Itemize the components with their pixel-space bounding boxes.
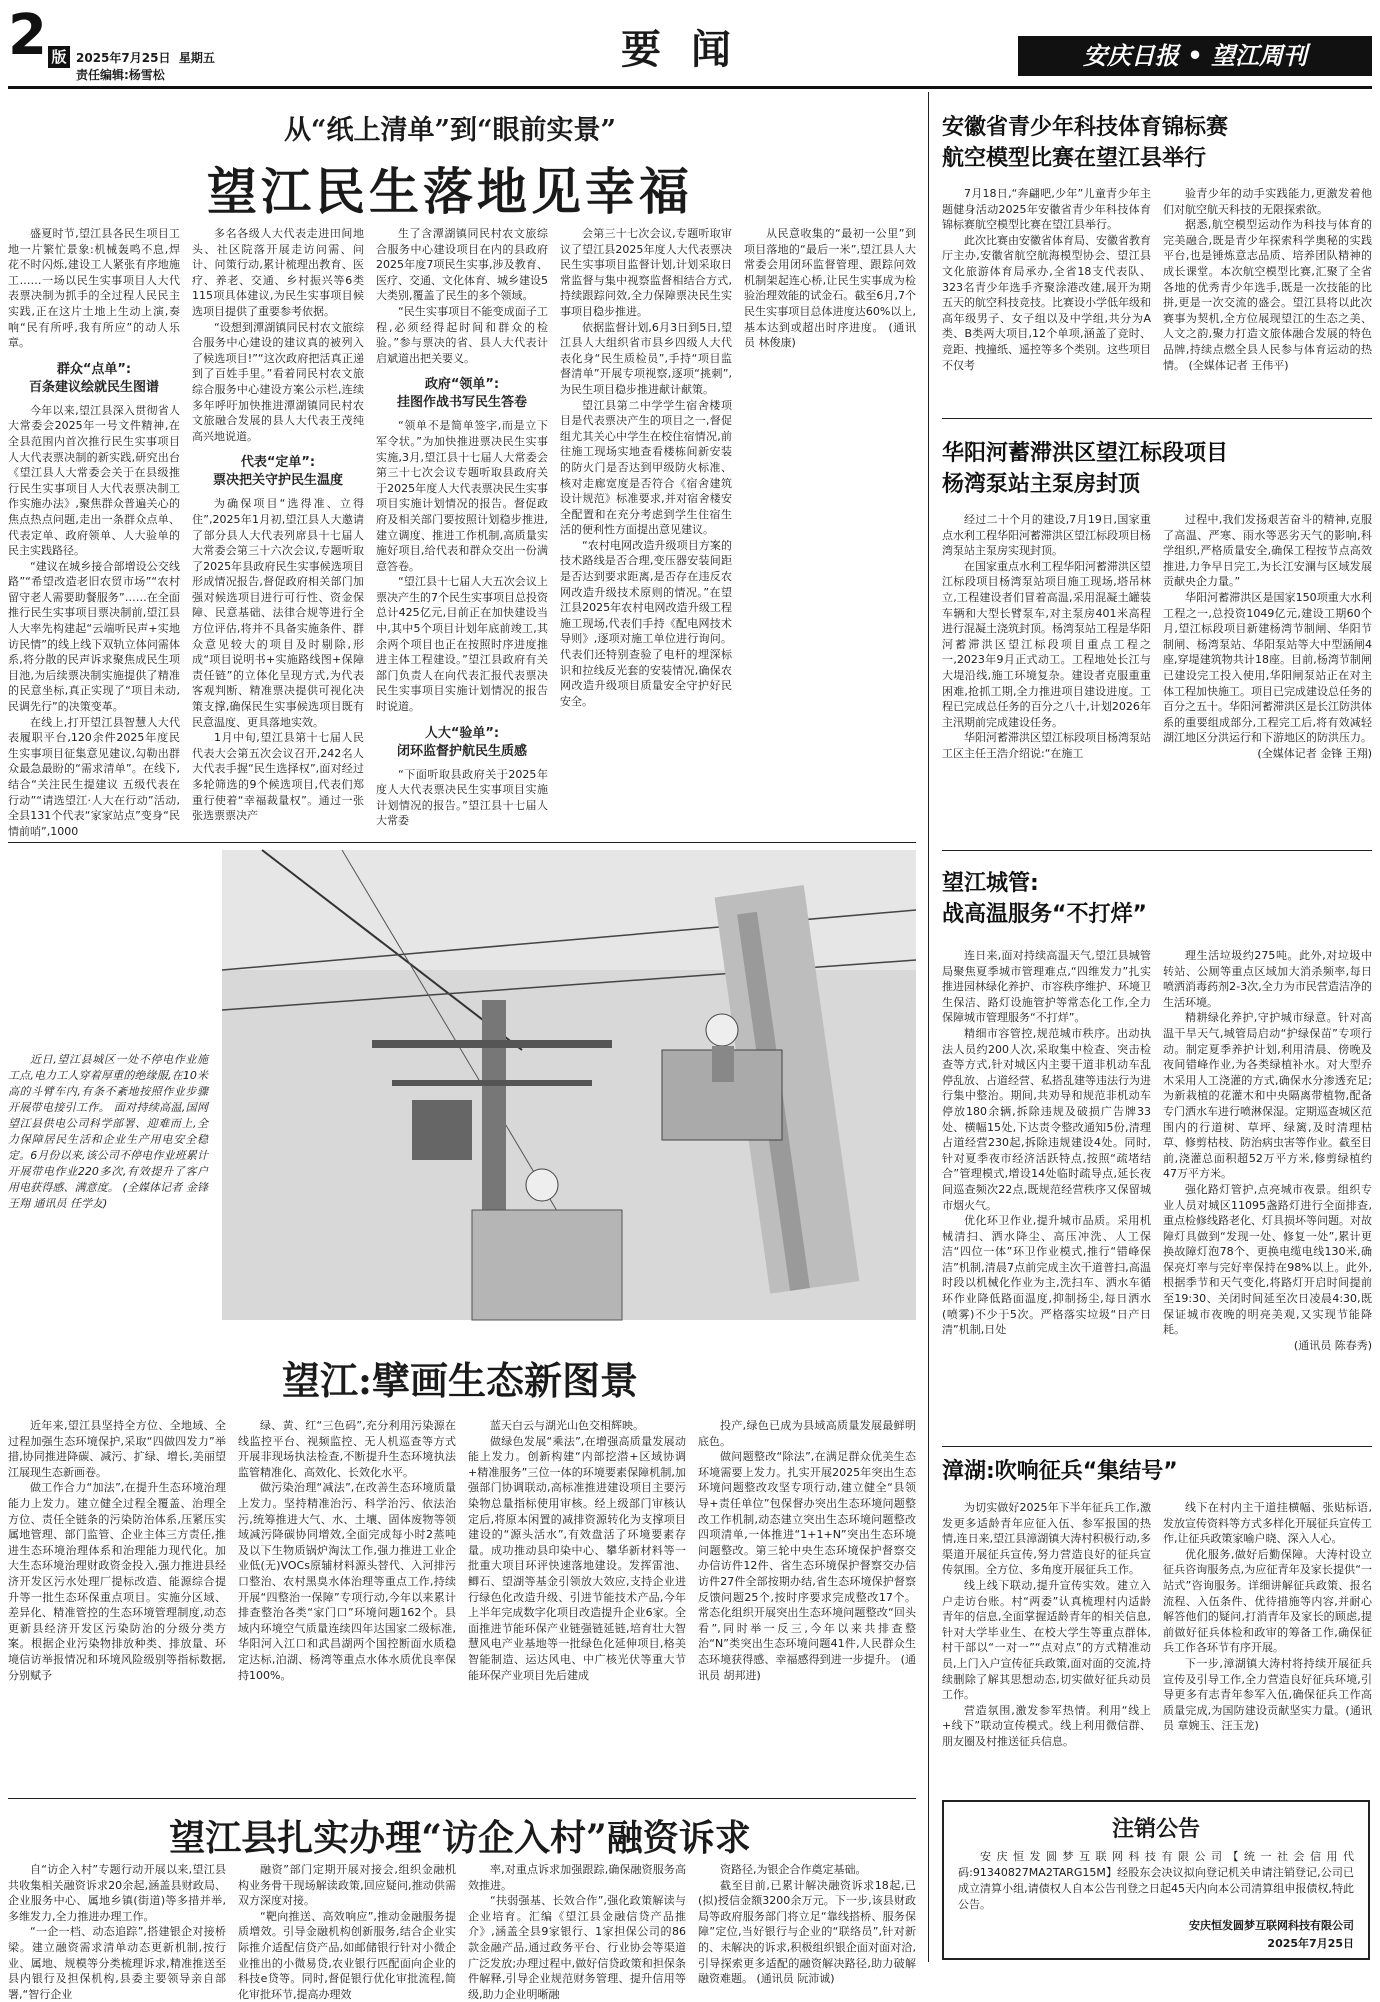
lead-paragraph: 依据监督计划,6月3日到5日,望江县人大组织省市县乡四级人大代表化身“民生质检员”,手持“项目监督清单”开展专项视察,逐项“挑刺”,为民生项目稳步推进献计献策。: [560, 320, 732, 396]
lead-col-4: [560, 226, 732, 839]
divider: [942, 850, 1372, 851]
lead-paragraph: 望江县第二中学学生宿舍楼项目是代表票决产生的项目之一,督促组尤其关心中学生在校住宿情况,前往施工现场实地查看楼栋间新安装的防火门是否达到甲级防火标准、核对走廊宽度是否符合《宿舍建筑设计规范》标准要求,并对宿舍楼安全配置和在充分考虑到学生住宿生活的便利性方面提出意见建议。: [560, 398, 732, 537]
lead-paragraph: 今年以来,望江县深入贯彻省人大常委会2025年一号文件精神,在全县范围内首次推行民生实事项目人大代表票决制的新实践,研究出台《望江县人大常委会关于在县级推行民生实事项目人大代表票决制工作实施办法》,聚焦群众普遍关心的焦点热点问题,走出一条群众点单、代表定单、政府领单、人大验单的民主实践路径。: [8, 403, 180, 558]
column-divider: [928, 92, 929, 1962]
lead-paragraph: 多名各级人大代表走进田间地头、社区院落开展走访问需、问计、问策行动,累计梳理出教育、医疗、养老、交通、乡村振兴等6类115项具体建议,为民生实事项目候选项目提供了重要参考依据。: [192, 227, 364, 318]
lead-paragraph: “民生实事项目不能变成面子工程,必须经得起时间和群众的检验。”参与票决的省、县人大代表计启斌道出把关要义。: [376, 304, 548, 365]
pump-col-1: 经过二十个月的建设,7月19日,国家重点水利工程华阳河蓄滞洪区望江标段项目杨湾泵站主泵房实现封顶。 在国家重点水利工程华阳河蓄滞洪区望江标段项目杨湾泵站项目施工现场,塔吊林立,工程建设者们冒着高温,采用混凝土罐装车辆和大型长臂泵车,对主泵房401米高程进行混凝土浇筑封顶。杨湾泵站工程是华阳河蓄滞洪区望江标段项目重点工程之一,2023年9月正式动工。工程地处长江与大堤沿线,施工环境复杂。建设者克服重重困难,抢抓工期,全力推进项目建设进度。工程已完成总任务的百分之八十,计划2026年主汛期前完成建设任务。 华阳河蓄滞洪区望江标段项目杨湾泵站工区主任王浩介绍说:“在施工: [942, 513, 1151, 760]
lead-subheading-1: 群众“点单”: 百条建议绘就民生图谱: [28, 361, 159, 395]
lead-paragraph: 在线上,打开望江县智慧人大代表履职平台,120余件2025年度民生实事项目征集意见建议,勾勒出群众最急最盼的“需求清单”。在线下,结合“关注民生提建议 五级代表在行动”“请选望江·人大在行动”活动,全县131个代表“家家站点”变身“民情前哨”,1000: [8, 715, 180, 838]
cm-col-1: 连日来,面对持续高温天气,望江县城管局聚焦夏季城市管理难点,“四维发力”扎实推进园林绿化养护、市容秩序维护、环境卫生保洁、路灯设施管护等常态化工作,全力保障城市管理服务“不打烊”。 精细市容管控,规范城市秩序。出动执法人员约200人次,采取集中检查、突击检查等方式,针对城区内主要干道非机动车乱停乱放、占道经营、私搭乱建等违法行为进行集中整治。期间,共劝导和规范非机动车停放180余辆,拆除违规及破损广告牌33处、横幅15处,下达责令整改通知5份,清理占道经营230起,拆除违规建设4处。同时,针对夏季夜市经济活跃特点,按照“疏堵结合”管理模式,增设14处临时疏导点,延长夜间巡查频次22点,既规范经营秩序又保留城市烟火气。 优化环卫作业,提升城市品质。采用机械清扫、洒水降尘、高压冲洗、人工保洁“四位一体”环卫作业模式,推行“错峰保洁”机制,清晨7点前完成主次干道普扫,高温时段以机械化作业为主,洗扫车、洒水车循环作业降低路面温度,抑制扬尘,每日洒水(喷雾)不少于5次。严格落实垃圾“日产日清”机制,日处: [942, 949, 1151, 1337]
lead-paragraph: 为确保项目“选得准、立得住”,2025年1月初,望江县人大邀请了部分县人大代表列席县十七届人大常委会第三十六次会议,专题听取了2025年县政府民生实事候选项目形成情况报告,督促政府相关部门加强对候选项目进行可行性、资金保障、民意基础、法律合规等进行全方位评估,将并不具备实施条件、群众意见较大的项目及时剔除,形成“项目说明书+实施路线图+保障责任链”的立体化呈现方式,为代表客观判断、精准票决提供可视化决策支撑,确保民生实事候选项目既有民意温度、更具落地实效。: [192, 497, 364, 729]
pump-col-2: 过程中,我们发扬艰苦奋斗的精神,克服了高温、严寒、雨水等恶劣天气的影响,科学组织,严格质量安全,确保工程按节点高效推进,力争早日完工,为长江安澜与区域发展贡献央企力量。” 华阳河蓄滞洪区是国家150项重大水利工程之一,总投资1049亿元,建设工期60个月,望江标段项目新建杨湾节制闸、华阳节制闸、杨湾泵站、华阳泵站等大中型涵闸4座,穿堤建筑物共计18座。目前,杨湾节制闸已建设完工投入使用,华阳闸泵站正在对主体工程加快施工。项目已完成建设总任务的百分之五十。华阳河蓄滞洪区是长江防洪体系的重要组成部分,工程完工后,将有效减轻湖江地区分洪运行和下游地区的防洪压力。 (全媒体记者 金锋 王翔): [1163, 513, 1372, 760]
power-work-photo: [222, 850, 916, 1320]
lead-paragraph: 盛夏时节,望江县各民生项目工地一片繁忙景象:机械轰鸣不息,焊花不时闪烁,建设工人紧张有序地施工……一场以民生实事项目人大代表票决制为抓手的全过程人民民主实践,正在这片土地上生动上演,奏响“民有所呼,我有所应”的动人乐章。: [8, 227, 180, 350]
aero-body: [942, 186, 1372, 408]
pump-headline: 华阳河蓄滞洪区望江标段项目 杨湾泵站主泵房封顶: [942, 441, 1229, 497]
editor-line: 责任编辑:杨雪松: [76, 68, 165, 82]
eco-col-3: 蓝天白云与湖光山色交相辉映。 做绿色发展“乘法”,在增强高质量发展动能上发力。创新构建“内部挖潜+区域协调+精准服务”三位一体的环境要素保障机制,加强部门协调联动,高标准推进建设项目主要污染物总量指标使用审核。经上级部门审核认定后,将原本闲置的减排资源转化为支撑项目建设的“源头活水”,有效盘活了环境要素存量。成功推动县印染中心、攀华新材料等一批重大项目环评快速落地建设。发挥雷池、鲫石、望湖等基金引领放大效应,支持企业进行绿色化改造升级、引进节能技术产品,今年上半年完成数字化项目改造提升企业6家。全面推进节能环保产业链强链延链,培育壮大智慧风电产业基地等一批绿色化延伸项目,格美智能制造、运达风电、中广核光伏等重大节能环保产业项目先后建成: [468, 1419, 686, 1682]
recruit-col-1: 为切实做好2025年下半年征兵工作,激发更多适龄青年应征入伍、参军报国的热情,连日来,望江县漳湖镇大涛村积极行动,多渠道开展征兵宣传,努力营造良好的征兵宣传氛围。全方位、多角度开展征兵工作。 线上线下联动,提升宣传实效。建立入户走访台账。村“两委”认真梳理村内适龄青年的信息,全面掌握适龄青年的相关信息,针对大学毕业生、在校大学生等重点群体,村干部以“一对一”“点对点”的方式精准动员,上门入户宣传征兵政策,面对面的交流,持续删除了解其思想动态,切实做好征兵动员工作。 营造氛围,激发参军热情。利用“线上+线下”联动宣传模式。线上利用微信群、朋友圈及村推送征兵信息。: [942, 1501, 1151, 1748]
notice-signer: 安庆恒发圆梦互联网科技有限公司: [1189, 1919, 1354, 1932]
finance-col-2: 融资”部门定期开展对接会,组织金融机构业务骨干现场解读政策,回应疑问,推动供需双方深度对接。 “靶向推送、高效响应”,推动金融服务提质增效。引导金融机构创新服务,结合企业实际推介适配信贷产品,如邮储银行针对小微企业推出的小微易贷,农业银行匹配面向企业的科技e贷等。同时,督促银行优化审批流程,简化审批环节,提高办理效: [238, 1863, 456, 2001]
lead-paragraph: 生了含潭湖镇同民村农文旅综合服务中心建设项目在内的县政府2025年度7项民生实事,涉及教育、医疗、交通、文化体育、城乡建设5大类别,覆盖了民生的多个领域。: [376, 227, 548, 303]
cm-col-2: 理生活垃圾约275吨。此外,对垃圾中转站、公厕等重点区域加大消杀频率,每日喷洒消毒药剂2-3次,全力为市民营造洁净的生活环境。 精耕绿化养护,守护城市绿意。针对高温干旱天气,城管局启动“护绿保苗”专项行动。制定夏季养护计划,利用清晨、傍晚及夜间错峰作业,为各类绿植补水。对大型乔木采用人工浇灌的方式,确保水分渗透充足;为新栽植的花灌木和中央隔离带植物,配备专门洒水车进行喷淋保湿。定期巡查城区范围内的行道树、草坪、绿篱,及时清理枯草、修剪枯枝、防治病虫害等作业。截至目前,浇灌总面积超52万平方米,修剪绿植约47万平方米。 强化路灯管护,点亮城市夜景。组织专业人员对城区11095盏路灯进行全面排查,重点检修线路老化、灯具损坏等问题。对故障灯具做到“发现一处、修复一处”,累计更换故障灯泡78个、更换电缆电线130米,确保亮灯率与完好率保持在98%以上。此外,根据季节和天气变化,将路灯开启时间提前至19:30、关闭时间延至次日凌晨4:30,既保证城市夜晚的明亮美观,又实现节能降耗。 (通讯员 陈春秀): [1163, 949, 1372, 1352]
lead-kicker: 从“纸上清单”到“眼前实景”: [283, 115, 617, 146]
header-rule: [8, 86, 1372, 89]
finance-col-3: 率,对重点诉求加强跟踪,确保融资服务高效推进。 “扶弱强基、长效合作”,强化政策解读与企业培育。汇编《望江县金融信贷产品推介》,涵盖全县9家银行、1家担保公司的86款金融产品,通过政务平台、行业协会等渠道广泛发放;办理过程中,做好信贷政策和担保条件解释,引导企业规范财务管理、提升信用等级,助力企业明晰融: [468, 1863, 686, 2001]
lead-paragraph: “望江县十七届人大五次会议上票决产生的7个民生实事项目总投资总计425亿元,目前正在加快建设当中,其中5个项目计划年底前竣工,其余两个项目也正在按照时序进度推进主体工程建设。”望江县政府有关部门负责人在向代表汇报代表票决民生实事项目实施计划情况的报告时说道。: [376, 575, 548, 714]
divider: [942, 418, 1372, 419]
lead-headline: 望江民生落地见幸福: [207, 162, 693, 221]
page-number: 2: [8, 3, 47, 68]
recruit-col-2: 线下在村内主干道挂横幅、张贴标语,发放宣传资料等方式多样化开展征兵宣传工作,让征兵政策家喻户晓、深入人心。 优化服务,做好后勤保障。大涛村设立征兵咨询服务点,为应征青年及家长提供“一站式”咨询服务。详细讲解征兵政策、报名流程、入伍条件、优待措施等内容,并耐心解答他们的疑问,打消青年及家长的顾虑,提前做好征兵体检和政审的筹备工作,确保征兵工作各环节有序开展。 下一步,漳湖镇大涛村将持续开展征兵宣传及引导工作,全力营造良好征兵环境,引导更多有志青年参军入伍,确保征兵工作高质量完成,为国防建设贡献坚实力量。(通讯员 章婉玉、汪玉龙): [1163, 1501, 1372, 1733]
lead-subheading-2: 代表“定单”: 票决把关守护民生温度: [212, 455, 343, 489]
lead-paragraph: “设想到潭湖镇同民村农文旅综合服务中心建设的建议真的被列入了候选项目!”“这次政府把活真正递到了百姓手里。”看着同民村农文旅综合服务中心建设方案公示栏,连续多年呼吁加快推进潭湖镇同民村农文旅融合发展的县人大代表王茂纯高兴地说道。: [192, 320, 364, 443]
issue-date: 2025年7月25日 星期五: [76, 51, 215, 65]
eco-col-4: 投产,绿色已成为县域高质量发展最鲜明底色。 做问题整改“除法”,在满足群众优美生态环境需要上发力。扎实开展2025年突出生态环境问题整改攻坚专项行动,建立健全“县领导+责任单位”包保督办突出生态环境问题整改工作机制,动态建立突出生态环境问题整改四项清单,一体推进“1+1+N”突出生态环境问题整改。第三轮中央生态环境保护督察交办信访件12件、省生态环境保护督察交办信访件27件全部按期办结,省生态环境保护督察反馈问题25个,按时序要求完成整改17个。常态化组织开展突出生态环境问题整改“回头看”,同时举一反三,今年以来共排查整治“N”类突出生态环境问题41件,人民群众生态环境获得感、幸福感得到进一步提升。 (通讯员 胡邦进): [698, 1419, 916, 1682]
lead-paragraph: “农村电网改造升级项目方案的技术路线是否合理,变压器安装间距是否达到要求距离,是否存在违反农网改造升级技术原则的情况。”在望江县2025年农村电网改造升级工程施工现场,代表们手持《配电网技术导则》,逐项对施工单位进行询问。代表们还特别查验了电杆的埋深标识和拉线反光套的安装情况,确保农网改造升级项目质量安全守护好民安全。: [560, 538, 732, 708]
lead-paragraph: “领单不是简单签字,而是立下军令状。”为加快推进票决民生实事实施,3月,望江县十七届人大常委会第三十七次会议专题听取县政府关于2025年度人大代表票决民生实事项目实施计划情况的报告。督促政府及相关部门要按照计划稳步推进,建立调度、推进工作机制,高质量实施好项目,给代表和群众交出一份满意答卷。: [376, 419, 548, 573]
lead-col-2: [192, 226, 364, 839]
page-unit-badge: 版: [48, 46, 70, 68]
masthead: 安庆日报 • 望江周刊: [1018, 36, 1372, 76]
notice-text: 安庆恒发圆梦互联网科技有限公司【统一社会信用代码:91340827MA2TARG15M】经股东会决议拟向登记机关申请注销登记,公司已成立清算小组,请债权人自本公告刊登之日起45天内向本公司清算组申报债权,特此公告。: [958, 1850, 1354, 1911]
eco-col-1: 近年来,望江县坚持全方位、全地域、全过程加强生态环境保护,采取“四做四发力”举措,协同推进降碳、减污、扩绿、增长,美丽望江展现生态新画卷。 做工作合力“加法”,在提升生态环境治理能力上发力。建立健全过程全覆盖、治理全方位、责任全链条的污染防治体系,压紧压实属地管理、部门监管、企业主体三方责任,推进生态环境治理体系和治理能力现代化。加大生态环境治理财政资金投入,强力推进县经济开发区污水处理厂提标改造、能源综合提升等一批生态环保重点项目。实施分区域、差异化、精准管控的生态环境管理制度,动态更新县经济开发区污染防治的分级分类方案。根据企业污染物排放种类、排放量、环境信访举报情况和环境风险级别等指标数据,分别赋予: [8, 1419, 226, 1682]
aero-headline: 安徽省青少年科技体育锦标赛 航空模型比赛在望江县举行: [942, 115, 1229, 171]
photo-caption: 近日,望江县城区一处不停电作业施工点,电力工人穿着厚重的绝缘服,在10米高的斗臂车内,有条不紊地按照作业步骤开展带电接引工作。 面对持续高温,国网望江县供电公司科学部署、迎难而上,全力保障居民生活和企业生产用电安全稳定。6月份以来,该公司不停电作业班累计开展带电作业220多次,有效提升了客户用电获得感、满意度。 (全媒体记者 金锋 王翔 通讯员 任学友): [8, 1053, 208, 1210]
section-title: 要 闻: [621, 26, 739, 73]
eco-body: [8, 1418, 916, 1788]
divider: [8, 1798, 916, 1799]
notice-title: 注销公告: [1111, 1817, 1200, 1842]
notice-date: 2025年7月25日: [1267, 1937, 1354, 1950]
eco-col-2: 绿、黄、红“三色码”,充分利用污染源在线监控平台、视频监控、无人机巡查等方式开展非现场执法检查,不断提升生态环境执法监管精准化、高效化、长效化水平。 做污染治理“减法”,在改善生态环境质量上发力。坚持精准治污、科学治污、依法治污,统筹推进大气、水、土壤、固体废物等领域减污降碳协同增效,全面完成每小时2蒸吨及以下生物质锅炉淘汰工作,强力推进工业企业低(无)VOCs原辅材料源头替代、入河排污口整治、农村黑臭水体治理等重点工作,持续开展“四整治一保障”专项行动,今年以来累计排查整治各类“家门口”环境问题162个。县域内环境空气质量连续四年达国家二级标准,华阳河入江口和武昌湖两个国控断面水质稳定达标,泊湖、杨湾等重点水体水质优良率保持100%。: [238, 1419, 456, 1682]
lead-col-1: [8, 226, 180, 839]
cm-body: [942, 948, 1372, 1438]
photo-illustration: [222, 850, 916, 1320]
lead-paragraph: “下面听取县政府关于2025年度人大代表票决民生实事项目实施计划情况的报告。”望江县十七届人大常委: [376, 767, 548, 828]
aero-col-2: 验青少年的动手实践能力,更激发着他们对航空航天科技的无限探索欲。 据悉,航空模型运动作为科技与体育的完美融合,既是青少年探索科学奥秘的实践平台,也是锤炼意志品质、培养团队精神的成长课堂。本次航空模型比赛,汇聚了全省各地的优秀青少年选手,既是一次技能的比拼,更是一次交流的盛会。望江县将以此次赛事为契机,全方位展现望江的生态之美、人文之韵,聚力打造文旅体融合发展的特色品牌,持续点燃全县人民参与体育运动的热情。 (全媒体记者 王伟平): [1163, 187, 1372, 372]
lead-paragraph: “建议在城乡接合部增设公交线路”“希望改造老旧农贸市场”“农村留守老人需要助餐服务”……在全面推行民生实事项目票决制前,望江县人大率先构建起“云端听民声+实地访民情”的线上线下双轨立体问需体系,将分散的民声诉求聚焦成民生项目池,为后续票决制实施提供了精准的民意坐标,真正实现了“项目未动,民调先行”的决策变革。: [8, 559, 180, 714]
divider: [8, 842, 916, 843]
finance-col-4: 资路径,为银企合作奠定基础。 截至目前,已累计解决融资诉求18起,已(拟)授信金额3200余万元。下一步,该县财政局等政府服务部门将立足“靠线搭桥、服务保障”定位,当好银行与企业的“联络员”,针对新的、未解决的诉求,积极组织银企面对面对洽,引导探索更多适配的融资解决路径,助力破解融资难题。 (通讯员 阮沛诚): [698, 1863, 916, 1986]
divider: [942, 1446, 1372, 1447]
deregistration-notice: [942, 1800, 1370, 1960]
recruit-body: [942, 1500, 1372, 1792]
finance-col-1: 自“访企入村”专题行动开展以来,望江县共收集相关融资诉求20余起,涵盖县财政局、企业服务中心、属地乡镇(街道)等多措并举,多维发力,全力推进办理工作。 “一企一档、动态追踪”,搭建银企对接桥梁。建立融资需求清单动态更新机制,按行业、属地、规模等分类梳理诉求,精准推送至县内银行及担保机构,县委主要领导亲自部署,“智行企业: [8, 1863, 226, 2001]
pump-body: [942, 512, 1372, 812]
lead-paragraph: 从民意收集的“最初一公里”到项目落地的“最后一米”,望江县人大常委会用闭环监督管理、跟踪问效机制架起连心桥,让民生实事成为检验治理效能的试金石。截至6月,7个民生实事项目总体进度达60%以上,基本达到或超出时序进度。 (通讯员 林俊康): [744, 227, 916, 350]
finance-body: [8, 1862, 916, 2001]
eco-headline: 望江:擘画生态新图景: [281, 1358, 639, 1403]
lead-subheading-3: 政府“领单”: 挂图作战书写民生答卷: [396, 377, 527, 411]
lead-col-3: [376, 226, 548, 839]
lead-body: [8, 226, 916, 836]
aero-col-1: 7月18日,“奔翩吧,少年”儿童青少年主题健身活动2025年安徽省青少年科技体育锦标赛航空模型比赛在望江县举行。 此次比赛由安徽省体育局、安徽省教育厅主办,安徽省航空航海模型协会、望江县文化旅游体育局承办,全省18支代表队、323名青少年选手齐聚涂港改建,展开为期五天的航空科技竞技。比赛设小学低年级和高年级男子、女子组以及中学组,共分为A类、B类两大项目,12个单项,涵盖了竞时、竞距、拽撞纸、遥控等多个类别。这些项目不仅考: [942, 187, 1151, 372]
finance-headline: 望江县扎实办理“访企入村”融资诉求: [169, 1817, 751, 1859]
lead-paragraph: 会第三十七次会议,专题听取审议了望江县2025年度人大代表票决民生实事项目监督计划,计划采取日常监督与集中视察监督相结合方式,持续跟踪问效,全力保障票决民生实事项目稳步推进。: [560, 227, 732, 318]
cm-headline: 望江城管: 战高温服务“不打烊”: [942, 871, 1147, 927]
recruit-headline: 漳湖:吹响征兵“集结号”: [942, 1459, 1178, 1484]
lead-col-5: [744, 226, 916, 839]
lead-paragraph: 1月中旬,望江县第十七届人民代表大会第五次会议召开,242名人大代表手握“民生选择权”,面对经过多轮筛选的9个候选项目,代表们郑重行使着“幸福裁量权”。通过一张张选票票决产: [192, 731, 364, 823]
lead-subheading-4: 人大“验单”: 闭环监督护航民生质感: [396, 725, 527, 759]
